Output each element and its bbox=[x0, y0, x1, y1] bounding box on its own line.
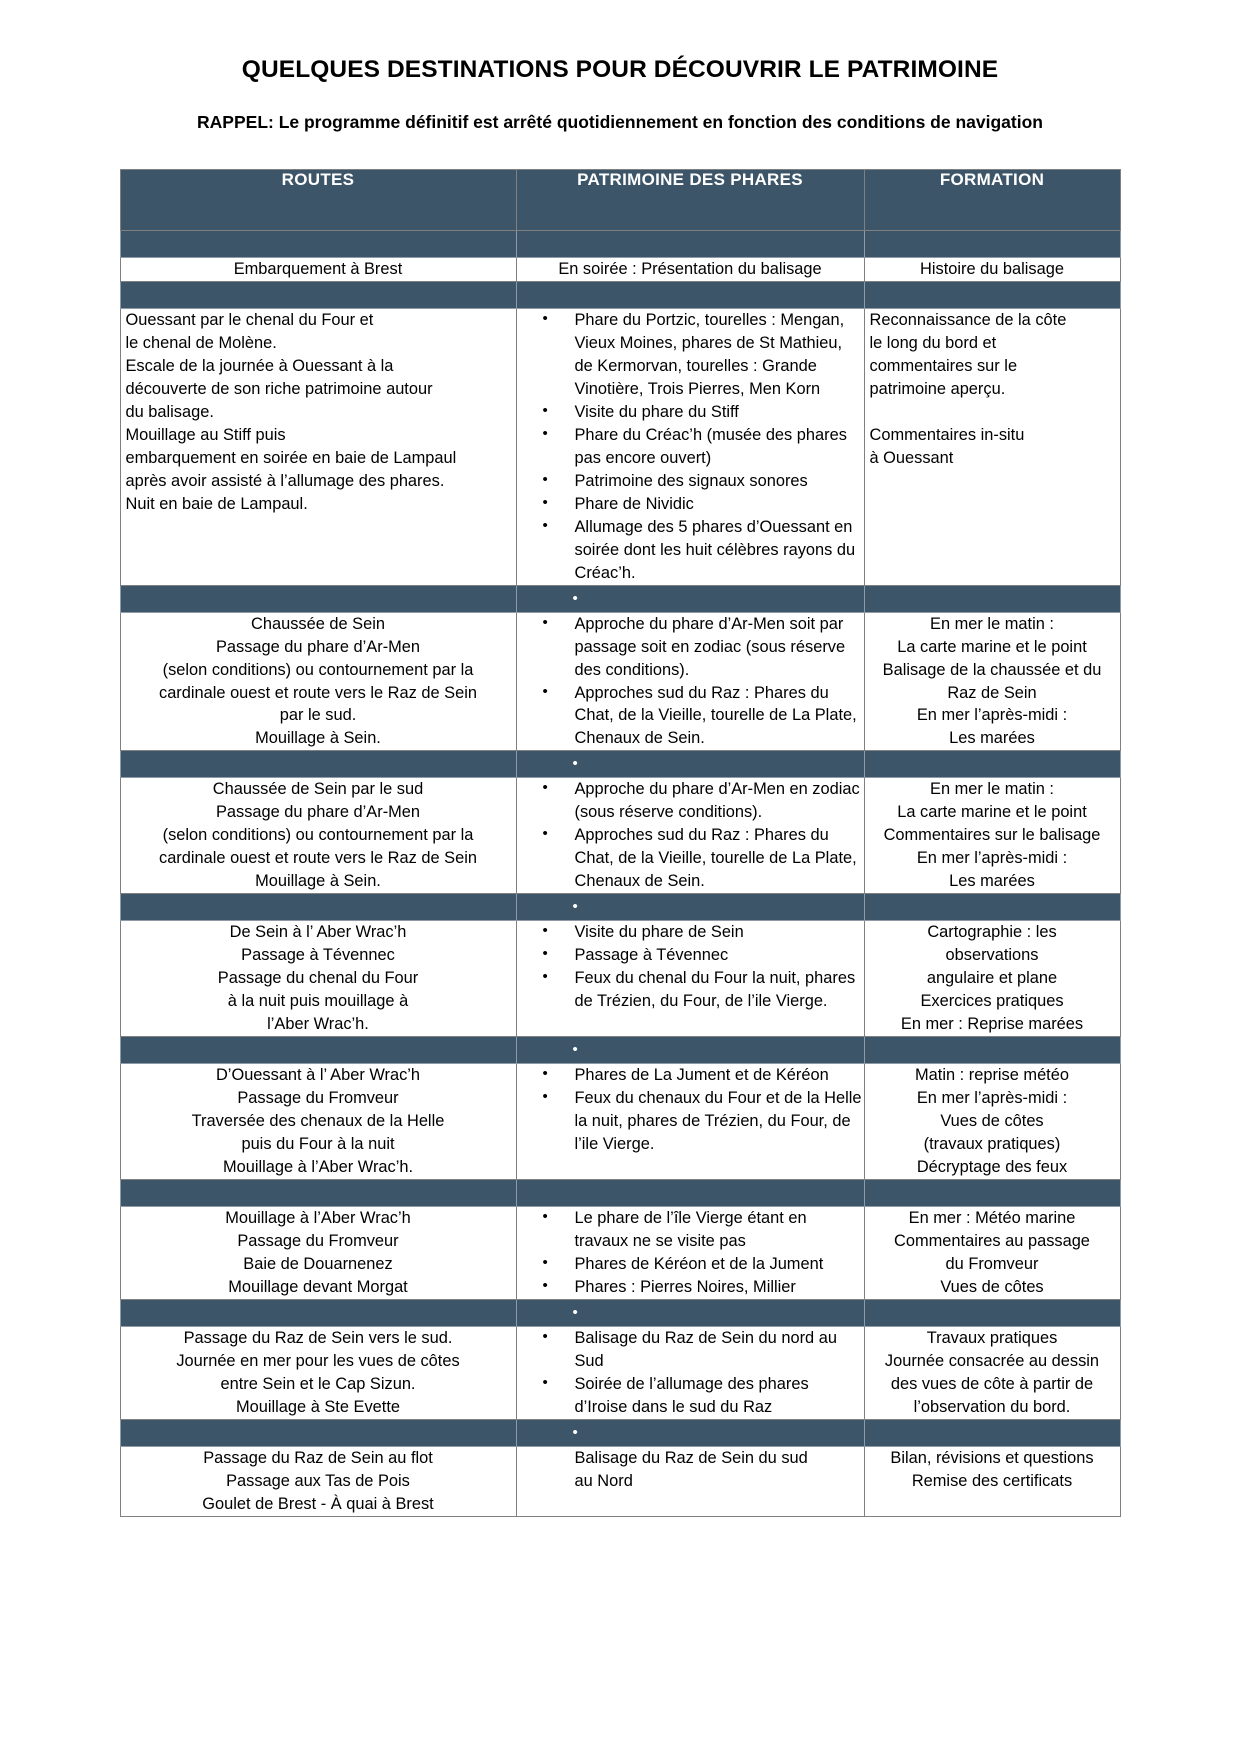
separator-cell bbox=[120, 1299, 516, 1326]
cell-formation bbox=[864, 1064, 1120, 1180]
separator-cell bbox=[864, 585, 1120, 612]
table-separator-row bbox=[120, 894, 1120, 921]
table-separator-row bbox=[120, 281, 1120, 308]
text-line: D’Ouessant à l’ Aber Wrac’h bbox=[215, 1066, 421, 1085]
text-line: Bilan, révisions et questions bbox=[890, 1448, 1094, 1467]
separator-cell bbox=[864, 1037, 1120, 1064]
cell-routes bbox=[120, 778, 516, 894]
text-line: Les marées bbox=[949, 729, 1035, 748]
bullet-item: • Approches sud du Raz : Phares du Chat, de la Vieille, tourelle de La Plate, Chenaux de Sein. bbox=[517, 824, 864, 893]
separator-cell bbox=[120, 894, 516, 921]
text-line: par le sud. bbox=[279, 706, 357, 725]
text-line: Matin : reprise météo bbox=[915, 1066, 1069, 1085]
cell-formation bbox=[864, 1446, 1120, 1516]
text-line: le chenal de Molène. bbox=[125, 333, 277, 352]
text-line: Passage aux Tas de Pois bbox=[226, 1471, 410, 1490]
text-line: Balisage du Raz de Sein du sud bbox=[574, 1448, 808, 1467]
text-line: Remise des certificats bbox=[911, 1471, 1073, 1490]
text-line: Journée en mer pour les vues de côtes bbox=[176, 1351, 460, 1370]
bullet-item: • Visite du phare de Sein bbox=[517, 921, 864, 944]
separator-cell bbox=[120, 751, 516, 778]
text-line: embarquement en soirée en baie de Lampaul bbox=[125, 448, 457, 467]
table-header-row bbox=[120, 170, 1120, 231]
text-line: Passage du Raz de Sein au flot bbox=[203, 1448, 433, 1467]
text-line: Mouillage à Sein. bbox=[255, 729, 381, 748]
bullet-item: • Phare de Nividic bbox=[517, 493, 864, 516]
text-line: Vues de côtes bbox=[940, 1277, 1044, 1296]
text-line: Traversée des chenaux de la Helle bbox=[191, 1112, 445, 1131]
separator-cell bbox=[516, 231, 864, 258]
bullet-item: • Visite du phare du Stiff bbox=[517, 401, 864, 424]
cell-patrimoine bbox=[516, 921, 864, 1037]
bullet-item: • Balisage du Raz de Sein du nord au Sud bbox=[517, 1327, 864, 1373]
bullet-list bbox=[517, 921, 864, 1013]
text-line: observations bbox=[945, 946, 1039, 965]
text-line: Passage du Fromveur bbox=[237, 1231, 399, 1250]
text-line: En mer le matin : bbox=[930, 780, 1054, 799]
text-line: De Sein à l’ Aber Wrac’h bbox=[229, 923, 407, 942]
bullet-item: • Allumage des 5 phares d’Ouessant en soirée dont les huit célèbres rayons du Créac’h. bbox=[517, 516, 864, 585]
text-line: Les marées bbox=[949, 872, 1035, 891]
cell-patrimoine bbox=[516, 1326, 864, 1419]
separator-cell bbox=[864, 281, 1120, 308]
separator-cell bbox=[120, 231, 516, 258]
bullet-item: • Phare du Portzic, tourelles : Mengan, Vieux Moines, phares de St Mathieu, de Kermorvan, tourelles : Grande Vinotière, Trois Pierres, Men Korn bbox=[517, 309, 864, 401]
separator-bullet-icon bbox=[516, 751, 864, 778]
text-line: Commentaires in-situ bbox=[869, 425, 1025, 444]
table-separator-row bbox=[120, 231, 1120, 258]
bullet-item: • Approche du phare d’Ar-Men en zodiac (sous réserve conditions). bbox=[517, 778, 864, 824]
separator-cell bbox=[864, 1299, 1120, 1326]
bullet-item: • Soirée de l’allumage des phares d’Iroise dans le sud du Raz bbox=[517, 1373, 864, 1419]
bullet-item: • Le phare de l’île Vierge étant en travaux ne se visite pas bbox=[517, 1207, 864, 1253]
cell-patrimoine bbox=[516, 612, 864, 751]
text-line: (selon conditions) ou contournement par la bbox=[162, 660, 474, 679]
cell-formation bbox=[864, 1326, 1120, 1419]
cell-formation bbox=[864, 1206, 1120, 1299]
text-line: découverte de son riche patrimoine autour bbox=[125, 379, 433, 398]
table-separator-row bbox=[120, 1299, 1120, 1326]
column-header-routes: ROUTES bbox=[120, 170, 516, 231]
separator-cell bbox=[516, 281, 864, 308]
table-separator-row bbox=[120, 1179, 1120, 1206]
text-line: Passage du Fromveur bbox=[237, 1089, 399, 1108]
cell-routes bbox=[120, 921, 516, 1037]
bullet-item: • Phares : Pierres Noires, Millier bbox=[517, 1276, 864, 1299]
text-line: Nuit en baie de Lampaul. bbox=[125, 494, 308, 513]
bullet-list bbox=[517, 1064, 864, 1156]
text-line: Commentaires sur le balisage bbox=[883, 826, 1101, 845]
text-line: Mouillage à Sein. bbox=[255, 872, 381, 891]
separator-cell bbox=[864, 1419, 1120, 1446]
table-row bbox=[120, 1206, 1120, 1299]
cell-routes bbox=[120, 258, 516, 282]
cell-routes bbox=[120, 1064, 516, 1180]
cell-routes bbox=[120, 308, 516, 585]
text-line: au Nord bbox=[574, 1471, 633, 1490]
bullet-item: • Feux du chenaux du Four et de la Helle la nuit, phares de Trézien, du Four, de l’ile Vierge. bbox=[517, 1087, 864, 1156]
text-line: Mouillage au Stiff puis bbox=[125, 425, 286, 444]
bullet-item: • Passage à Tévennec bbox=[517, 944, 864, 967]
text-line: Balisage de la chaussée et du bbox=[882, 660, 1102, 679]
bullet-item: • Phares de La Jument et de Kéréon bbox=[517, 1064, 864, 1087]
text-line: Mouillage à l’Aber Wrac’h. bbox=[222, 1157, 414, 1176]
bullet-list bbox=[517, 778, 864, 893]
text-line: commentaires sur le bbox=[869, 356, 1018, 375]
cell-routes bbox=[120, 1446, 516, 1516]
text-line: Cartographie : les bbox=[927, 923, 1057, 942]
text-line: angulaire et plane bbox=[926, 969, 1058, 988]
text-line: cardinale ouest et route vers le Raz de Sein bbox=[159, 683, 477, 702]
bullet-list bbox=[517, 1207, 864, 1299]
text-line: Travaux pratiques bbox=[926, 1328, 1058, 1347]
text-line: Passage du Raz de Sein vers le sud. bbox=[183, 1328, 453, 1347]
text-line: Passage du phare d’Ar-Men bbox=[215, 803, 421, 822]
text-line: l’Aber Wrac’h. bbox=[267, 1015, 369, 1034]
text-line: En mer l’après-midi : bbox=[916, 849, 1068, 868]
text-line: Décryptage des feux bbox=[916, 1157, 1068, 1176]
text-line: l’observation du bord. bbox=[913, 1397, 1071, 1416]
text-line: Mouillage à Ste Evette bbox=[235, 1397, 400, 1416]
text-line: Histoire du balisage bbox=[920, 260, 1064, 278]
text-line: Journée consacrée au dessin bbox=[884, 1351, 1100, 1370]
cell-routes bbox=[120, 1326, 516, 1419]
cell-patrimoine bbox=[516, 258, 864, 282]
text-line: entre Sein et le Cap Sizun. bbox=[220, 1374, 416, 1393]
text-line: Passage du chenal du Four bbox=[217, 969, 419, 988]
column-header-formation: FORMATION bbox=[864, 170, 1120, 231]
table-row bbox=[120, 1446, 1120, 1516]
cell-routes bbox=[120, 612, 516, 751]
cell-formation bbox=[864, 308, 1120, 585]
text-line: cardinale ouest et route vers le Raz de Sein bbox=[159, 849, 477, 868]
text-line: Chaussée de Sein par le sud bbox=[212, 780, 424, 799]
bullet-item: • Approche du phare d’Ar-Men soit par passage soit en zodiac (sous réserve des conditions). bbox=[517, 613, 864, 682]
separator-bullet-icon bbox=[516, 1419, 864, 1446]
cell-patrimoine bbox=[516, 1446, 864, 1516]
cell-routes bbox=[120, 1206, 516, 1299]
bullet-item: • Phare du Créac’h (musée des phares pas encore ouvert) bbox=[517, 424, 864, 470]
text-line: Vues de côtes bbox=[940, 1112, 1044, 1131]
cell-patrimoine bbox=[516, 308, 864, 585]
text-line: Escale de la journée à Ouessant à la bbox=[125, 356, 394, 375]
text-line: Mouillage à l’Aber Wrac’h bbox=[225, 1208, 411, 1227]
schedule-table bbox=[120, 169, 1121, 1517]
bullet-list bbox=[517, 309, 864, 585]
text-line: Mouillage devant Morgat bbox=[228, 1277, 408, 1296]
text-line: La carte marine et le point bbox=[897, 637, 1087, 656]
table-row bbox=[120, 1064, 1120, 1180]
table-separator-row bbox=[120, 751, 1120, 778]
separator-bullet-icon bbox=[516, 1037, 864, 1064]
cell-patrimoine bbox=[516, 1064, 864, 1180]
text-line: Ouessant par le chenal du Four et bbox=[125, 310, 374, 329]
separator-bullet-icon bbox=[516, 585, 864, 612]
text-line: (travaux pratiques) bbox=[923, 1135, 1061, 1153]
table-header bbox=[120, 170, 1120, 231]
text-line: à la nuit puis mouillage à bbox=[227, 992, 409, 1011]
table-body bbox=[120, 231, 1120, 1517]
cell-patrimoine bbox=[516, 778, 864, 894]
bullet-list bbox=[517, 613, 864, 751]
table-row bbox=[120, 921, 1120, 1037]
text-line: puis du Four à la nuit bbox=[241, 1135, 395, 1153]
separator-cell bbox=[120, 1037, 516, 1064]
text-line: Embarquement à Brest bbox=[233, 260, 403, 278]
text-line: Exercices pratiques bbox=[920, 992, 1064, 1011]
text-line: le long du bord et bbox=[869, 333, 997, 352]
text-line: En mer le matin : bbox=[930, 614, 1054, 633]
text-line: Reconnaissance de la côte bbox=[869, 310, 1067, 329]
text-line: patrimoine aperçu. bbox=[869, 379, 1006, 398]
text-line: En mer : Météo marine bbox=[908, 1208, 1076, 1227]
text-line: Commentaires au passage bbox=[894, 1231, 1090, 1250]
text-line: En mer l’après-midi : bbox=[916, 1089, 1068, 1108]
separator-cell bbox=[864, 751, 1120, 778]
text-line: Baie de Douarnenez bbox=[243, 1254, 393, 1273]
table-row bbox=[120, 612, 1120, 751]
table-separator-row bbox=[120, 1037, 1120, 1064]
cell-formation bbox=[864, 778, 1120, 894]
text-line bbox=[870, 401, 1120, 424]
separator-bullet-icon bbox=[516, 1299, 864, 1326]
page-subtitle: RAPPEL: Le programme définitif est arrêté quotidiennement en fonction des conditions de navigation bbox=[197, 112, 1043, 132]
cell-patrimoine bbox=[516, 1206, 864, 1299]
bullet-item: • Approches sud du Raz : Phares du Chat, de la Vieille, tourelle de La Plate, Chenaux de Sein. bbox=[517, 682, 864, 751]
text-line: Passage à Tévennec bbox=[241, 946, 395, 965]
separator-cell bbox=[864, 894, 1120, 921]
cell-formation bbox=[864, 612, 1120, 751]
page-title: QUELQUES DESTINATIONS POUR DÉCOUVRIR LE PATRIMOINE bbox=[241, 56, 999, 83]
cell-formation bbox=[864, 921, 1120, 1037]
table-separator-row bbox=[120, 585, 1120, 612]
separator-cell bbox=[516, 1179, 864, 1206]
table-separator-row bbox=[120, 1419, 1120, 1446]
text-line: En mer : Reprise marées bbox=[900, 1015, 1084, 1034]
text-line: La carte marine et le point bbox=[897, 803, 1087, 822]
separator-cell bbox=[120, 585, 516, 612]
cell-formation bbox=[864, 258, 1120, 282]
separator-cell bbox=[864, 231, 1120, 258]
text-line: Chaussée de Sein bbox=[251, 614, 385, 633]
text-line: (selon conditions) ou contournement par la bbox=[162, 826, 474, 845]
separator-bullet-icon bbox=[516, 894, 864, 921]
separator-cell bbox=[120, 281, 516, 308]
column-header-patrimoine: PATRIMOINE DES PHARES bbox=[516, 170, 864, 231]
text-line: du Fromveur bbox=[945, 1254, 1039, 1273]
text-line: du balisage. bbox=[125, 402, 214, 421]
bullet-item: • Phares de Kéréon et de la Jument bbox=[517, 1253, 864, 1276]
text-line: En soirée : Présentation du balisage bbox=[558, 260, 822, 278]
text-line: Goulet de Brest - À quai à Brest bbox=[202, 1494, 434, 1513]
text-line: Raz de Sein bbox=[947, 683, 1037, 702]
text-line: après avoir assisté à l’allumage des phares. bbox=[125, 471, 445, 490]
bullet-list bbox=[517, 1327, 864, 1419]
text-line: En mer l’après-midi : bbox=[916, 706, 1068, 725]
text-line: à Ouessant bbox=[869, 448, 954, 467]
separator-cell bbox=[120, 1419, 516, 1446]
text-line: des vues de côte à partir de bbox=[890, 1374, 1094, 1393]
bullet-item: • Patrimoine des signaux sonores bbox=[517, 470, 864, 493]
table-row bbox=[120, 778, 1120, 894]
table-row bbox=[120, 308, 1120, 585]
table-row bbox=[120, 258, 1120, 282]
bullet-item: • Feux du chenal du Four la nuit, phares de Trézien, du Four, de l’ile Vierge. bbox=[517, 967, 864, 1013]
text-line: Passage du phare d’Ar-Men bbox=[215, 637, 421, 656]
separator-cell bbox=[864, 1179, 1120, 1206]
table-row bbox=[120, 1326, 1120, 1419]
separator-cell bbox=[120, 1179, 516, 1206]
